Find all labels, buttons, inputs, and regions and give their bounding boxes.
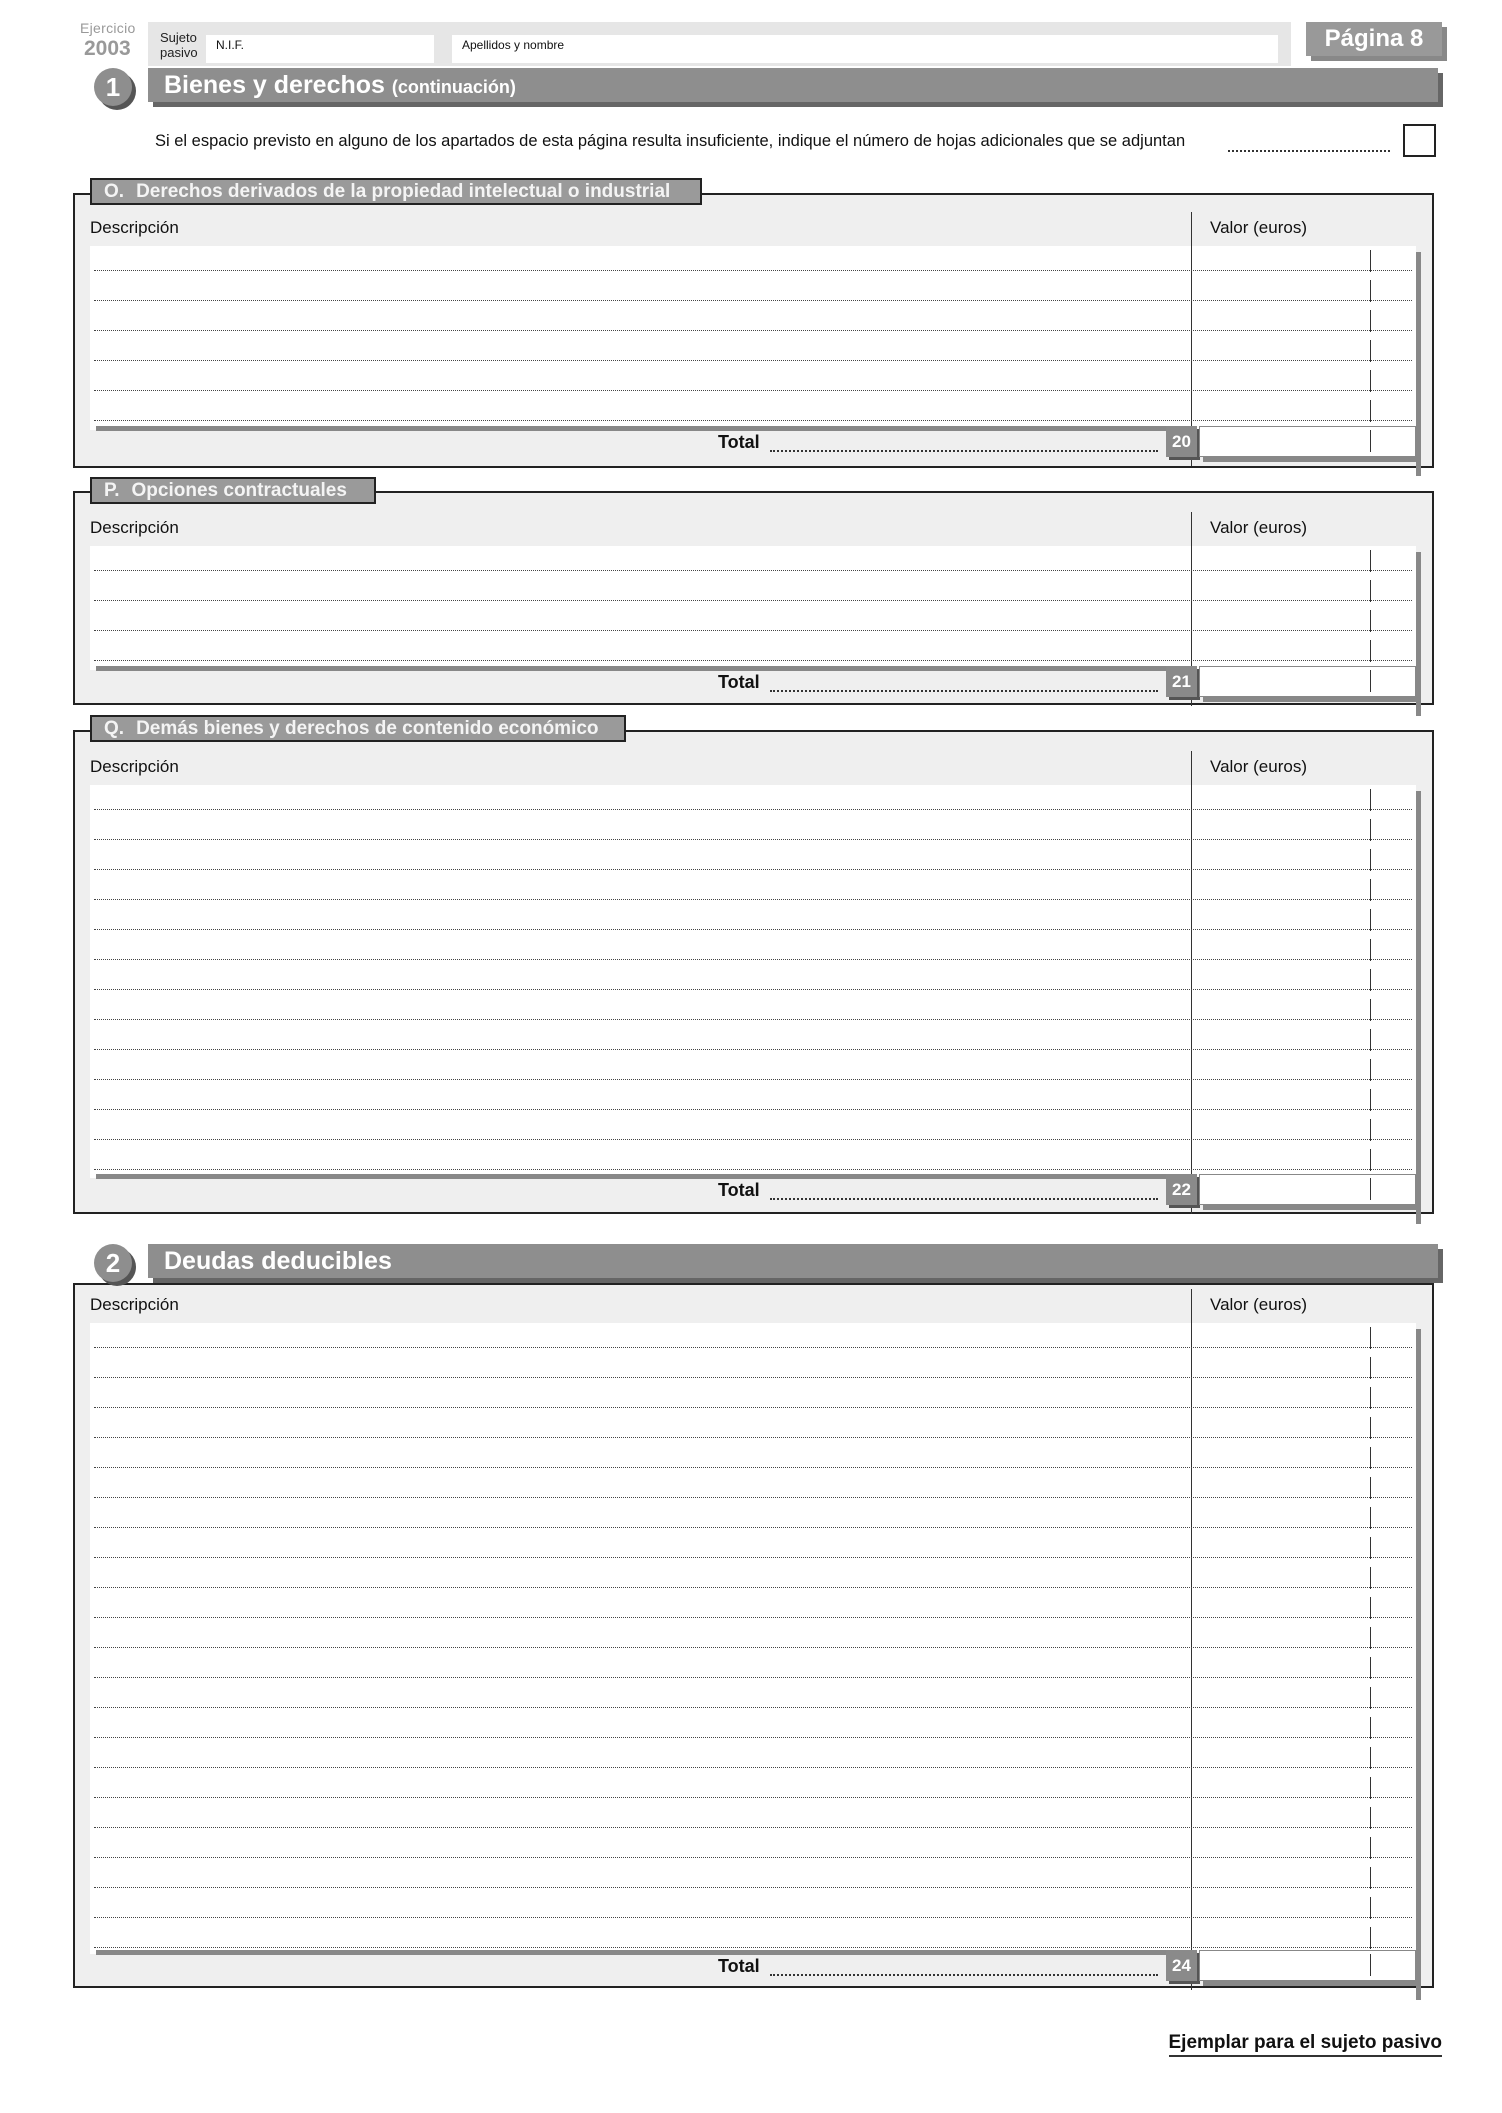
deudas-value-tick (1370, 1807, 1371, 1829)
deudas-value-tick (1370, 1777, 1371, 1799)
panel-q-rows-area (90, 785, 1416, 1178)
panel-q-value-tick (1370, 1059, 1371, 1081)
panel-o-shadow-right (1416, 252, 1421, 476)
note-leader-dots (1228, 134, 1390, 152)
panel-q-total-value-field[interactable] (1199, 1174, 1416, 1205)
deudas-row-line[interactable] (94, 1557, 1412, 1558)
panel-q-row-line[interactable] (94, 839, 1412, 840)
panel-o-total-value-field[interactable] (1199, 426, 1416, 457)
panel-p-value-tick (1370, 610, 1371, 632)
panel-q-total-dots (770, 1186, 1158, 1200)
deudas-col-descripcion: Descripción (90, 1295, 179, 1314)
panel-o-total-tick (1370, 430, 1371, 452)
deudas-value-tick (1370, 1837, 1371, 1859)
sujeto-label-line2: pasivo (160, 45, 198, 60)
panel-p-total-dots (770, 678, 1158, 692)
panel-q-row-line[interactable] (94, 1079, 1412, 1080)
panel-p-tab-title: Opciones contractuales (131, 480, 347, 501)
panel-q-row-line[interactable] (94, 989, 1412, 990)
panel-q-value-tick (1370, 819, 1371, 841)
panel-q-total-separator (96, 1174, 1176, 1179)
panel-o-value-tick (1370, 370, 1371, 392)
panel-q-total-tick (1370, 1178, 1371, 1200)
deudas-total-tick (1370, 1954, 1371, 1976)
panel-q-tab (90, 715, 626, 742)
panel-o-total-label: Total (718, 432, 760, 452)
deudas-row-line[interactable] (94, 1857, 1412, 1858)
deudas-value-tick (1370, 1387, 1371, 1409)
panel-q-value-tick (1370, 789, 1371, 811)
deudas-row-line[interactable] (94, 1677, 1412, 1678)
panel-o-total-separator (96, 426, 1176, 431)
apellidos-nombre-field[interactable] (452, 35, 1278, 63)
panel-p-row-line[interactable] (94, 660, 1412, 661)
panel-q-value-tick (1370, 1029, 1371, 1051)
deudas-row-line[interactable] (94, 1587, 1412, 1588)
deudas-total-label: Total (718, 1956, 760, 1976)
panel-q-row-line[interactable] (94, 1169, 1412, 1170)
deudas-row-line[interactable] (94, 1707, 1412, 1708)
panel-o-tab (90, 178, 702, 205)
panel-q-row-line[interactable] (94, 959, 1412, 960)
deudas-value-tick (1370, 1867, 1371, 1889)
deudas-value-tick (1370, 1927, 1371, 1949)
panel-o-tab-title: Derechos derivados de la propiedad intelectual o industrial (136, 181, 671, 202)
panel-p-total-box-number: 21 (1166, 666, 1197, 697)
deudas-value-tick (1370, 1537, 1371, 1559)
section-1-title: Bienes y derechos (164, 71, 385, 99)
deudas-total-value-field[interactable] (1199, 1950, 1416, 1981)
panel-q-col-descripcion: Descripción (90, 757, 179, 776)
panel-o-total-shadow (1203, 457, 1421, 462)
section-1-number: 1 (94, 68, 132, 106)
panel-q-value-tick (1370, 1119, 1371, 1141)
panel-q-value-tick (1370, 939, 1371, 961)
panel-q-col-valor: Valor (euros) (1210, 757, 1307, 776)
panel-o-row-line[interactable] (94, 360, 1412, 361)
ejercicio-year: 2003 (84, 37, 131, 60)
deudas-value-tick (1370, 1417, 1371, 1439)
panel-p-row-line[interactable] (94, 630, 1412, 631)
deudas-row-line[interactable] (94, 1377, 1412, 1378)
deudas-shadow-right (1416, 1329, 1421, 2000)
deudas-total-separator (96, 1950, 1176, 1955)
panel-p-row-line[interactable] (94, 600, 1412, 601)
deudas-row-line[interactable] (94, 1887, 1412, 1888)
additional-sheets-note: Si el espacio previsto en alguno de los apartados de esta página resulta insuficiente, indique el número de hojas adicionales que se adjuntan (155, 132, 1186, 150)
section-2-number: 2 (94, 1244, 132, 1282)
panel-o-total-box-number: 20 (1166, 426, 1197, 457)
additional-sheets-count-box[interactable] (1403, 124, 1436, 157)
deudas-row-line[interactable] (94, 1947, 1412, 1948)
panel-q-value-tick (1370, 999, 1371, 1021)
panel-q-row-line[interactable] (94, 899, 1412, 900)
panel-o-row-line[interactable] (94, 300, 1412, 301)
panel-p-total-separator (96, 666, 1176, 671)
panel-o-col-valor: Valor (euros) (1210, 218, 1307, 237)
deudas-col-valor: Valor (euros) (1210, 1295, 1307, 1314)
deudas-row-line[interactable] (94, 1737, 1412, 1738)
deudas-row-line[interactable] (94, 1617, 1412, 1618)
deudas-value-tick (1370, 1687, 1371, 1709)
deudas-total-shadow (1203, 1981, 1421, 1986)
panel-q-total-shadow (1203, 1205, 1421, 1210)
deudas-total-dots (770, 1962, 1158, 1976)
ejercicio-label: Ejercicio (80, 20, 136, 36)
panel-p-tab-letter: P. (104, 480, 120, 501)
deudas-value-tick (1370, 1477, 1371, 1499)
panel-o-value-tick (1370, 280, 1371, 302)
deudas-value-tick (1370, 1357, 1371, 1379)
deudas-value-tick (1370, 1597, 1371, 1619)
deudas-row-line[interactable] (94, 1767, 1412, 1768)
deudas-total-box-number: 24 (1166, 1950, 1197, 1981)
apellidos-nombre-label: Apellidos y nombre (462, 38, 565, 52)
deudas-value-tick (1370, 1627, 1371, 1649)
deudas-column-divider (1191, 1289, 1192, 1990)
panel-q-row-line[interactable] (94, 809, 1412, 810)
panel-q-total-label: Total (718, 1180, 760, 1200)
panel-p-rows-area (90, 546, 1416, 670)
panel-p-col-valor: Valor (euros) (1210, 518, 1307, 537)
panel-q-value-tick (1370, 1149, 1371, 1171)
section-1-title-bar (148, 68, 1438, 102)
panel-q-row-line[interactable] (94, 1019, 1412, 1020)
panel-o-value-tick (1370, 400, 1371, 422)
panel-q-row-line[interactable] (94, 869, 1412, 870)
deudas-value-tick (1370, 1567, 1371, 1589)
panel-p-total-tick (1370, 670, 1371, 692)
deudas-row-line[interactable] (94, 1917, 1412, 1918)
panel-o-value-tick (1370, 250, 1371, 272)
panel-q-value-tick (1370, 1089, 1371, 1111)
panel-q-row-line[interactable] (94, 1139, 1412, 1140)
deudas-value-tick (1370, 1447, 1371, 1469)
section-1-subtitle: (continuación) (391, 77, 516, 97)
deudas-row-line[interactable] (94, 1467, 1412, 1468)
panel-q-value-tick (1370, 849, 1371, 871)
deudas-row-line[interactable] (94, 1527, 1412, 1528)
deudas-value-tick (1370, 1657, 1371, 1679)
panel-p-tab (90, 477, 376, 504)
panel-p-value-tick (1370, 580, 1371, 602)
panel-p-value-tick (1370, 640, 1371, 662)
panel-q-tab-title: Demás bienes y derechos de contenido económico (136, 718, 599, 739)
panel-q-value-tick (1370, 969, 1371, 991)
panel-o-row-line[interactable] (94, 420, 1412, 421)
sujeto-pasivo-label (160, 30, 198, 60)
deudas-row-line[interactable] (94, 1497, 1412, 1498)
panel-o-row-line[interactable] (94, 390, 1412, 391)
panel-q-shadow-right (1416, 791, 1421, 1224)
panel-q-column-divider (1191, 751, 1192, 1214)
panel-o-tab-letter: O. (104, 181, 125, 202)
panel-o-value-tick (1370, 310, 1371, 332)
panel-q-total-box-number: 22 (1166, 1174, 1197, 1205)
panel-o-total-dots (770, 438, 1158, 452)
panel-q-tab-letter: Q. (104, 718, 125, 739)
deudas-value-tick (1370, 1897, 1371, 1919)
deudas-row-line[interactable] (94, 1407, 1412, 1408)
panel-q-row-line[interactable] (94, 1109, 1412, 1110)
page-number-tab: Página 8 (1306, 22, 1442, 56)
panel-q-row-line[interactable] (94, 929, 1412, 930)
panel-o-col-descripcion: Descripción (90, 218, 179, 237)
deudas-value-tick (1370, 1747, 1371, 1769)
panel-q-value-tick (1370, 879, 1371, 901)
deudas-value-tick (1370, 1717, 1371, 1739)
deudas-rows-area (90, 1323, 1416, 1954)
panel-q-value-tick (1370, 909, 1371, 931)
panel-p-row-line[interactable] (94, 570, 1412, 571)
panel-o-row-line[interactable] (94, 330, 1412, 331)
footer-ejemplar: Ejemplar para el sujeto pasivo (1169, 2032, 1443, 2057)
deudas-row-line[interactable] (94, 1437, 1412, 1438)
panel-p-total-shadow (1203, 697, 1421, 702)
deudas-row-line[interactable] (94, 1347, 1412, 1348)
deudas-row-line[interactable] (94, 1647, 1412, 1648)
deudas-row-line[interactable] (94, 1797, 1412, 1798)
panel-p-total-label: Total (718, 672, 760, 692)
sujeto-label-line1: Sujeto (160, 30, 197, 45)
panel-p-shadow-right (1416, 552, 1421, 716)
panel-o-value-tick (1370, 340, 1371, 362)
panel-o-row-line[interactable] (94, 270, 1412, 271)
deudas-row-line[interactable] (94, 1827, 1412, 1828)
deudas-value-tick (1370, 1507, 1371, 1529)
section-2-title-bar: Deudas deducibles (148, 1244, 1438, 1278)
panel-p-total-value-field[interactable] (1199, 666, 1416, 697)
panel-p-value-tick (1370, 550, 1371, 572)
nif-label: N.I.F. (216, 38, 245, 52)
deudas-value-tick (1370, 1327, 1371, 1349)
panel-p-col-descripcion: Descripción (90, 518, 179, 537)
panel-q-row-line[interactable] (94, 1049, 1412, 1050)
panel-o-rows-area (90, 246, 1416, 430)
